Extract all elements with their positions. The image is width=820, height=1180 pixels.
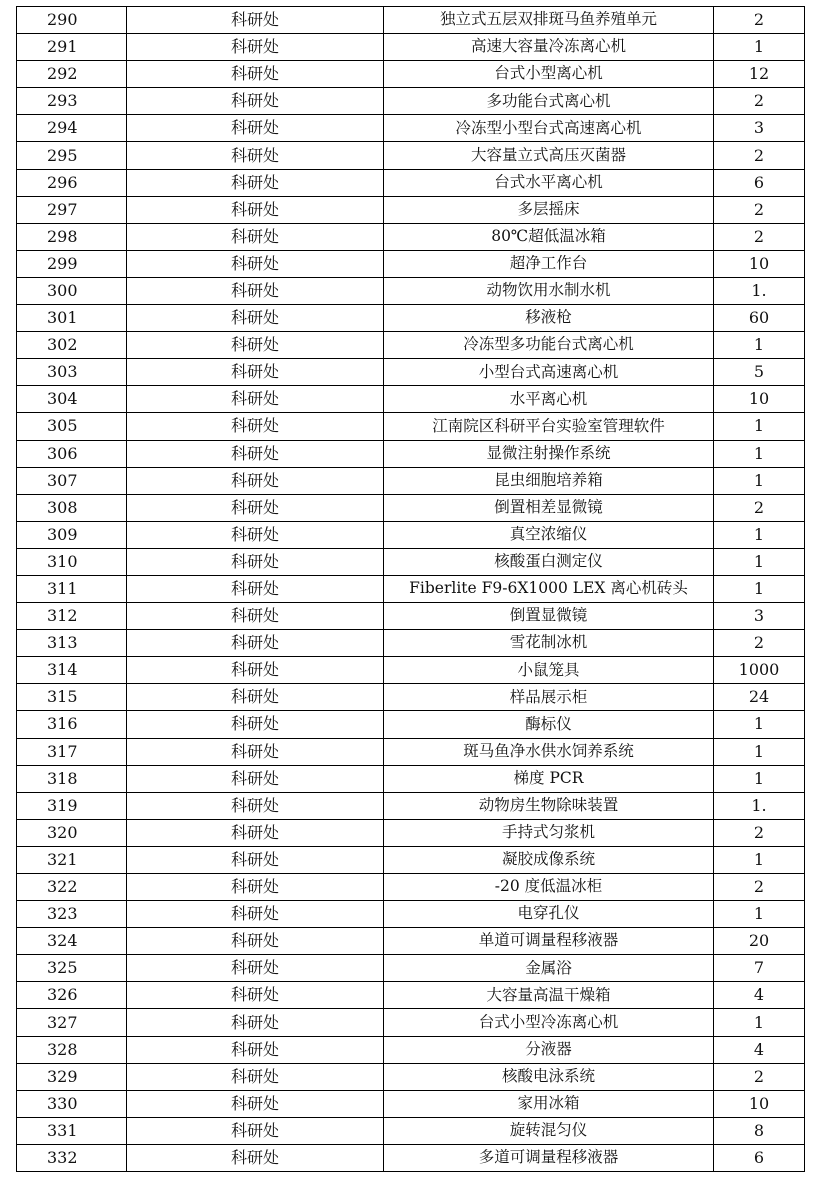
row-number-cell: 320 — [17, 819, 127, 846]
row-number-cell: 316 — [17, 711, 127, 738]
table-row — [17, 1009, 805, 1036]
quantity-cell: 6 — [714, 169, 805, 196]
department-cell: 科研处 — [127, 386, 384, 413]
row-number-cell: 301 — [17, 305, 127, 332]
department-cell: 科研处 — [127, 928, 384, 955]
equipment-name-cell: 多功能台式离心机 — [384, 88, 714, 115]
department-cell: 科研处 — [127, 467, 384, 494]
equipment-name-cell: 手持式匀浆机 — [384, 819, 714, 846]
equipment-name-cell: 多道可调量程移液器 — [384, 1144, 714, 1171]
department-cell: 科研处 — [127, 115, 384, 142]
table-row — [17, 494, 805, 521]
quantity-cell: 1 — [714, 738, 805, 765]
row-number-cell: 297 — [17, 196, 127, 223]
equipment-name-cell: 旋转混匀仪 — [384, 1117, 714, 1144]
table-row — [17, 711, 805, 738]
table-row — [17, 521, 805, 548]
row-number-cell: 292 — [17, 61, 127, 88]
equipment-name-cell: 独立式五层双排斑马鱼养殖单元 — [384, 7, 714, 34]
table-row — [17, 413, 805, 440]
table-row — [17, 982, 805, 1009]
equipment-name-cell: 斑马鱼净水供水饲养系统 — [384, 738, 714, 765]
department-cell: 科研处 — [127, 88, 384, 115]
equipment-name-cell: 台式水平离心机 — [384, 169, 714, 196]
row-number-cell: 298 — [17, 223, 127, 250]
row-number-cell: 291 — [17, 34, 127, 61]
quantity-cell: 1. — [714, 277, 805, 304]
equipment-name-cell: 小型台式高速离心机 — [384, 359, 714, 386]
department-cell: 科研处 — [127, 765, 384, 792]
row-number-cell: 332 — [17, 1144, 127, 1171]
department-cell: 科研处 — [127, 684, 384, 711]
department-cell: 科研处 — [127, 305, 384, 332]
department-cell: 科研处 — [127, 874, 384, 901]
row-number-cell: 324 — [17, 928, 127, 955]
equipment-name-cell: 大容量立式高压灭菌器 — [384, 142, 714, 169]
quantity-cell: 2 — [714, 88, 805, 115]
quantity-cell: 2 — [714, 223, 805, 250]
table-row — [17, 819, 805, 846]
table-row — [17, 630, 805, 657]
row-number-cell: 295 — [17, 142, 127, 169]
quantity-cell: 60 — [714, 305, 805, 332]
table-row — [17, 1090, 805, 1117]
quantity-cell: 1000 — [714, 657, 805, 684]
table-row — [17, 386, 805, 413]
department-cell: 科研处 — [127, 603, 384, 630]
equipment-name-cell: 水平离心机 — [384, 386, 714, 413]
department-cell: 科研处 — [127, 901, 384, 928]
department-cell: 科研处 — [127, 1009, 384, 1036]
department-cell: 科研处 — [127, 1036, 384, 1063]
row-number-cell: 317 — [17, 738, 127, 765]
row-number-cell: 313 — [17, 630, 127, 657]
department-cell: 科研处 — [127, 494, 384, 521]
quantity-cell: 10 — [714, 1090, 805, 1117]
table-row — [17, 88, 805, 115]
quantity-cell: 2 — [714, 7, 805, 34]
equipment-name-cell: 分液器 — [384, 1036, 714, 1063]
quantity-cell: 2 — [714, 874, 805, 901]
quantity-cell: 10 — [714, 386, 805, 413]
row-number-cell: 331 — [17, 1117, 127, 1144]
equipment-name-cell: 江南院区科研平台实验室管理软件 — [384, 413, 714, 440]
equipment-name-cell: 高速大容量冷冻离心机 — [384, 34, 714, 61]
quantity-cell: 1 — [714, 332, 805, 359]
department-cell: 科研处 — [127, 61, 384, 88]
row-number-cell: 328 — [17, 1036, 127, 1063]
table-row — [17, 1036, 805, 1063]
department-cell: 科研处 — [127, 521, 384, 548]
quantity-cell: 6 — [714, 1144, 805, 1171]
row-number-cell: 296 — [17, 169, 127, 196]
department-cell: 科研处 — [127, 169, 384, 196]
quantity-cell: 1 — [714, 711, 805, 738]
table-row — [17, 305, 805, 332]
quantity-cell: 1 — [714, 1009, 805, 1036]
equipment-name-cell: 倒置显微镜 — [384, 603, 714, 630]
equipment-name-cell: 多层摇床 — [384, 196, 714, 223]
department-cell: 科研处 — [127, 548, 384, 575]
equipment-name-cell: 冷冻型多功能台式离心机 — [384, 332, 714, 359]
table-body — [17, 7, 805, 1172]
row-number-cell: 308 — [17, 494, 127, 521]
table-row — [17, 277, 805, 304]
department-cell: 科研处 — [127, 630, 384, 657]
equipment-name-cell: 核酸电泳系统 — [384, 1063, 714, 1090]
department-cell: 科研处 — [127, 359, 384, 386]
table-row — [17, 575, 805, 602]
quantity-cell: 2 — [714, 494, 805, 521]
quantity-cell: 1 — [714, 901, 805, 928]
department-cell: 科研处 — [127, 819, 384, 846]
table-row — [17, 792, 805, 819]
equipment-name-cell: 核酸蛋白测定仪 — [384, 548, 714, 575]
quantity-cell: 1 — [714, 440, 805, 467]
quantity-cell: 1. — [714, 792, 805, 819]
table-row — [17, 115, 805, 142]
quantity-cell: 1 — [714, 413, 805, 440]
table-row — [17, 846, 805, 873]
department-cell: 科研处 — [127, 846, 384, 873]
row-number-cell: 318 — [17, 765, 127, 792]
equipment-name-cell: 台式小型冷冻离心机 — [384, 1009, 714, 1036]
table-row — [17, 61, 805, 88]
table-row — [17, 34, 805, 61]
equipment-name-cell: 电穿孔仪 — [384, 901, 714, 928]
quantity-cell: 1 — [714, 521, 805, 548]
row-number-cell: 329 — [17, 1063, 127, 1090]
equipment-name-cell: 家用冰箱 — [384, 1090, 714, 1117]
table-row — [17, 1117, 805, 1144]
equipment-name-cell: -20 度低温冰柜 — [384, 874, 714, 901]
table-row — [17, 657, 805, 684]
row-number-cell: 310 — [17, 548, 127, 575]
department-cell: 科研处 — [127, 223, 384, 250]
equipment-name-cell: 酶标仪 — [384, 711, 714, 738]
row-number-cell: 322 — [17, 874, 127, 901]
department-cell: 科研处 — [127, 1063, 384, 1090]
row-number-cell: 327 — [17, 1009, 127, 1036]
quantity-cell: 3 — [714, 115, 805, 142]
row-number-cell: 319 — [17, 792, 127, 819]
table-row — [17, 738, 805, 765]
equipment-name-cell: 昆虫细胞培养箱 — [384, 467, 714, 494]
department-cell: 科研处 — [127, 413, 384, 440]
table-row — [17, 332, 805, 359]
department-cell: 科研处 — [127, 196, 384, 223]
row-number-cell: 302 — [17, 332, 127, 359]
table-row — [17, 440, 805, 467]
row-number-cell: 312 — [17, 603, 127, 630]
row-number-cell: 290 — [17, 7, 127, 34]
table-row — [17, 765, 805, 792]
department-cell: 科研处 — [127, 440, 384, 467]
equipment-name-cell: 小鼠笼具 — [384, 657, 714, 684]
equipment-name-cell: 超净工作台 — [384, 250, 714, 277]
department-cell: 科研处 — [127, 250, 384, 277]
table-row — [17, 928, 805, 955]
quantity-cell: 24 — [714, 684, 805, 711]
equipment-name-cell: 显微注射操作系统 — [384, 440, 714, 467]
quantity-cell: 7 — [714, 955, 805, 982]
quantity-cell: 8 — [714, 1117, 805, 1144]
table-row — [17, 142, 805, 169]
row-number-cell: 321 — [17, 846, 127, 873]
quantity-cell: 1 — [714, 846, 805, 873]
equipment-name-cell: 80℃超低温冰箱 — [384, 223, 714, 250]
table-row — [17, 169, 805, 196]
department-cell: 科研处 — [127, 142, 384, 169]
table-row — [17, 603, 805, 630]
table-row — [17, 467, 805, 494]
department-cell: 科研处 — [127, 7, 384, 34]
quantity-cell: 2 — [714, 1063, 805, 1090]
table-row — [17, 901, 805, 928]
row-number-cell: 304 — [17, 386, 127, 413]
department-cell: 科研处 — [127, 657, 384, 684]
equipment-name-cell: 凝胶成像系统 — [384, 846, 714, 873]
quantity-cell: 4 — [714, 1036, 805, 1063]
row-number-cell: 305 — [17, 413, 127, 440]
equipment-name-cell: 样品展示柜 — [384, 684, 714, 711]
quantity-cell: 12 — [714, 61, 805, 88]
table-row — [17, 196, 805, 223]
row-number-cell: 294 — [17, 115, 127, 142]
row-number-cell: 300 — [17, 277, 127, 304]
row-number-cell: 326 — [17, 982, 127, 1009]
equipment-name-cell: 动物饮用水制水机 — [384, 277, 714, 304]
quantity-cell: 2 — [714, 142, 805, 169]
equipment-name-cell: 金属浴 — [384, 955, 714, 982]
department-cell: 科研处 — [127, 332, 384, 359]
equipment-name-cell: 单道可调量程移液器 — [384, 928, 714, 955]
row-number-cell: 325 — [17, 955, 127, 982]
quantity-cell: 1 — [714, 34, 805, 61]
table-row — [17, 1063, 805, 1090]
equipment-name-cell: 大容量高温干燥箱 — [384, 982, 714, 1009]
equipment-name-cell: 动物房生物除味装置 — [384, 792, 714, 819]
quantity-cell: 5 — [714, 359, 805, 386]
table-row — [17, 250, 805, 277]
equipment-table — [16, 6, 805, 1172]
department-cell: 科研处 — [127, 277, 384, 304]
equipment-name-cell: 倒置相差显微镜 — [384, 494, 714, 521]
quantity-cell: 20 — [714, 928, 805, 955]
row-number-cell: 330 — [17, 1090, 127, 1117]
department-cell: 科研处 — [127, 1090, 384, 1117]
quantity-cell: 1 — [714, 575, 805, 602]
department-cell: 科研处 — [127, 982, 384, 1009]
quantity-cell: 3 — [714, 603, 805, 630]
row-number-cell: 293 — [17, 88, 127, 115]
department-cell: 科研处 — [127, 738, 384, 765]
equipment-name-cell: 真空浓缩仪 — [384, 521, 714, 548]
department-cell: 科研处 — [127, 575, 384, 602]
quantity-cell: 10 — [714, 250, 805, 277]
equipment-name-cell: 移液枪 — [384, 305, 714, 332]
row-number-cell: 309 — [17, 521, 127, 548]
department-cell: 科研处 — [127, 711, 384, 738]
row-number-cell: 299 — [17, 250, 127, 277]
equipment-name-cell: 台式小型离心机 — [384, 61, 714, 88]
department-cell: 科研处 — [127, 1144, 384, 1171]
quantity-cell: 2 — [714, 630, 805, 657]
quantity-cell: 4 — [714, 982, 805, 1009]
department-cell: 科研处 — [127, 34, 384, 61]
equipment-name-cell: 梯度 PCR — [384, 765, 714, 792]
equipment-name-cell: Fiberlite F9-6X1000 LEX 离心机砖头 — [384, 575, 714, 602]
row-number-cell: 314 — [17, 657, 127, 684]
equipment-name-cell: 雪花制冰机 — [384, 630, 714, 657]
quantity-cell: 2 — [714, 819, 805, 846]
row-number-cell: 306 — [17, 440, 127, 467]
row-number-cell: 323 — [17, 901, 127, 928]
quantity-cell: 2 — [714, 196, 805, 223]
table-row — [17, 7, 805, 34]
row-number-cell: 307 — [17, 467, 127, 494]
table-row — [17, 359, 805, 386]
row-number-cell: 315 — [17, 684, 127, 711]
equipment-name-cell: 冷冻型小型台式高速离心机 — [384, 115, 714, 142]
table-row — [17, 548, 805, 575]
department-cell: 科研处 — [127, 1117, 384, 1144]
row-number-cell: 311 — [17, 575, 127, 602]
quantity-cell: 1 — [714, 548, 805, 575]
quantity-cell: 1 — [714, 467, 805, 494]
department-cell: 科研处 — [127, 792, 384, 819]
table-row — [17, 684, 805, 711]
table-row — [17, 1144, 805, 1171]
table-row — [17, 223, 805, 250]
quantity-cell: 1 — [714, 765, 805, 792]
department-cell: 科研处 — [127, 955, 384, 982]
row-number-cell: 303 — [17, 359, 127, 386]
table-row — [17, 874, 805, 901]
table-row — [17, 955, 805, 982]
